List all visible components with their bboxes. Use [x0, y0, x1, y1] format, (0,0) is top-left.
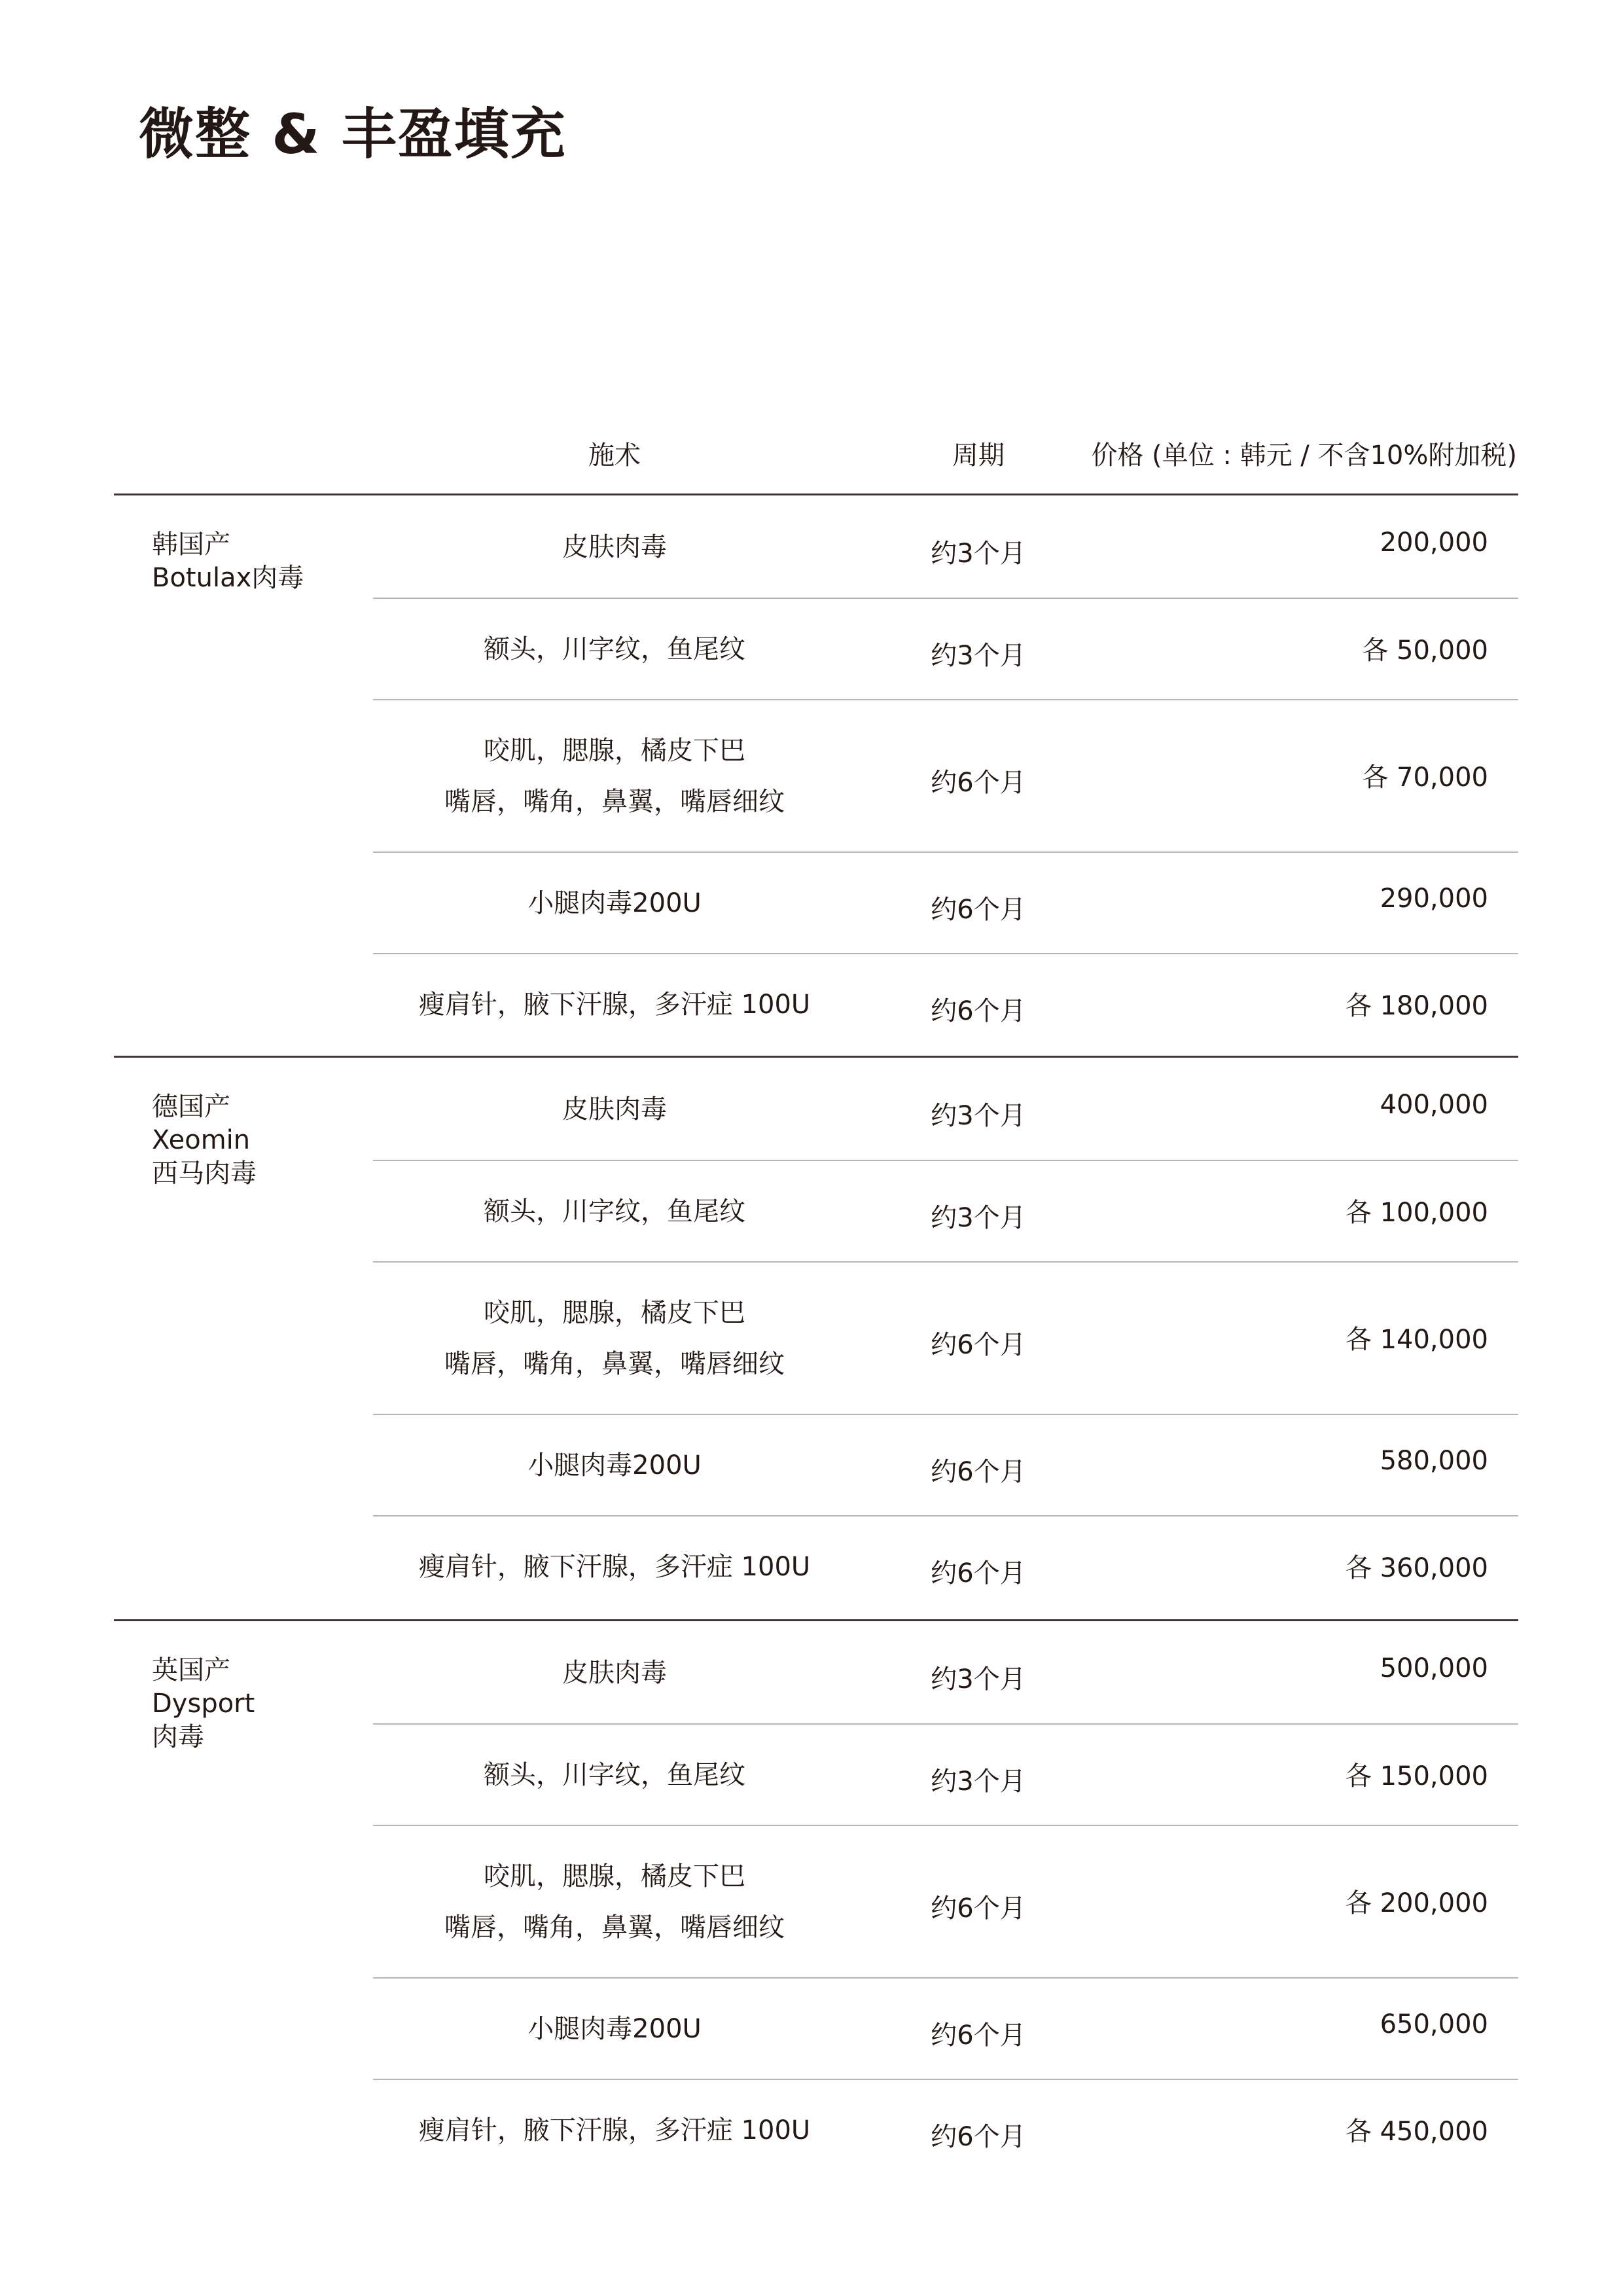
period-cell: 约6个月: [931, 2121, 1026, 2152]
row-divider: [373, 1723, 1518, 1725]
row-divider: [373, 953, 1518, 954]
price-cell: 200,000: [1380, 527, 1488, 558]
treatment-line: 咬肌，腮腺，橘皮下巴: [484, 1297, 745, 1328]
treatment-line: 瘦肩针，腋下汗腺，多汗症 100U: [418, 1551, 811, 1582]
period-cell: 约6个月: [931, 2020, 1026, 2051]
treatment-line: 瘦肩针，腋下汗腺，多汗症 100U: [418, 2115, 811, 2145]
period-cell: 约6个月: [931, 894, 1026, 925]
column-header-price: 价格 (单位 : 韩元 / 不含10%附加税): [1091, 440, 1517, 471]
group-divider: [114, 1619, 1518, 1621]
treatment-cell: [373, 2003, 856, 2054]
treatment-line: 瘦肩针，腋下汗腺，多汗症 100U: [418, 989, 811, 1020]
group-label: [152, 528, 304, 595]
treatment-cell: [373, 1186, 856, 1237]
price-cell: 各 70,000: [1362, 762, 1488, 793]
period-cell: 约3个月: [931, 1100, 1026, 1131]
row-divider: [373, 1977, 1518, 1979]
period-cell: 约6个月: [931, 1456, 1026, 1487]
price-cell: 各 140,000: [1345, 1324, 1488, 1355]
row-divider: [373, 2079, 1518, 2080]
treatment-cell: [373, 979, 856, 1030]
treatment-line: 额头，川字纹，鱼尾纹: [484, 1759, 745, 1790]
row-divider: [373, 1515, 1518, 1516]
treatment-line: 咬肌，腮腺，橘皮下巴: [484, 735, 745, 766]
price-cell: 各 360,000: [1345, 1552, 1488, 1583]
treatment-line: 咬肌，腮腺，橘皮下巴: [484, 1861, 745, 1892]
row-divider: [373, 1414, 1518, 1415]
treatment-line: 嘴唇，嘴角，鼻翼，嘴唇细纹: [444, 1348, 785, 1379]
period-cell: 约3个月: [931, 640, 1026, 671]
period-cell: 约3个月: [931, 538, 1026, 569]
group-label-line: Botulax肉毒: [152, 563, 304, 593]
period-cell: 约6个月: [931, 996, 1026, 1026]
treatment-line: 小腿肉毒200U: [527, 888, 702, 918]
price-cell: 各 180,000: [1345, 990, 1488, 1021]
period-cell: 约6个月: [931, 1558, 1026, 1588]
group-label: [152, 1090, 257, 1191]
treatment-cell: [373, 1440, 856, 1491]
treatment-cell: [373, 2105, 856, 2156]
period-cell: 约6个月: [931, 1329, 1026, 1360]
page-title: 微整 & 丰盈填充: [139, 102, 567, 166]
treatment-cell: [373, 1647, 856, 1698]
group-label-line: 德国产: [152, 1092, 230, 1122]
row-divider: [373, 699, 1518, 700]
treatment-cell: [373, 522, 856, 573]
group-label-line: Xeomin: [152, 1125, 251, 1155]
treatment-cell: [373, 1084, 856, 1135]
period-cell: 约3个月: [931, 1766, 1026, 1797]
price-cell: 290,000: [1380, 883, 1488, 914]
treatment-line: 小腿肉毒200U: [527, 1450, 702, 1480]
period-cell: 约3个月: [931, 1664, 1026, 1695]
price-cell: 各 450,000: [1345, 2116, 1488, 2147]
price-cell: 500,000: [1380, 1653, 1488, 1683]
row-divider: [373, 1825, 1518, 1826]
group-label-line: Dysport: [152, 1689, 255, 1719]
treatment-line: 嘴唇，嘴角，鼻翼，嘴唇细纹: [444, 786, 785, 817]
price-cell: 各 200,000: [1345, 1888, 1488, 1918]
treatment-cell: [373, 725, 856, 827]
header-divider: [114, 493, 1518, 495]
treatment-cell: [373, 624, 856, 675]
group-label-line: 肉毒: [152, 1722, 204, 1752]
row-divider: [373, 1160, 1518, 1161]
group-divider: [114, 1056, 1518, 1058]
row-divider: [373, 852, 1518, 853]
group-label-line: 西马肉毒: [152, 1158, 257, 1189]
period-cell: 约6个月: [931, 767, 1026, 798]
treatment-cell: [373, 1851, 856, 1953]
treatment-cell: [373, 1749, 856, 1801]
group-label-line: 韩国产: [152, 529, 230, 560]
treatment-cell: [373, 1541, 856, 1592]
treatment-line: 皮肤肉毒: [562, 1094, 667, 1124]
price-cell: 400,000: [1380, 1089, 1488, 1120]
treatment-line: 小腿肉毒200U: [527, 2013, 702, 2044]
price-cell: 580,000: [1380, 1445, 1488, 1476]
treatment-line: 嘴唇，嘴角，鼻翼，嘴唇细纹: [444, 1912, 785, 1943]
price-cell: 650,000: [1380, 2009, 1488, 2039]
treatment-line: 额头，川字纹，鱼尾纹: [484, 1196, 745, 1227]
row-divider: [373, 598, 1518, 599]
treatment-line: 皮肤肉毒: [562, 1657, 667, 1688]
treatment-cell: [373, 1287, 856, 1390]
treatment-line: 皮肤肉毒: [562, 531, 667, 562]
column-header-period: 周期: [952, 440, 1005, 471]
treatment-line: 额头，川字纹，鱼尾纹: [484, 634, 745, 664]
period-cell: 约6个月: [931, 1893, 1026, 1924]
treatment-cell: [373, 878, 856, 929]
price-cell: 各 50,000: [1362, 635, 1488, 666]
price-cell: 各 150,000: [1345, 1761, 1488, 1791]
price-cell: 各 100,000: [1345, 1197, 1488, 1228]
group-label: [152, 1654, 255, 1754]
row-divider: [373, 1261, 1518, 1263]
column-header-treatment: 施术: [588, 440, 641, 471]
period-cell: 约3个月: [931, 1202, 1026, 1233]
group-label-line: 英国产: [152, 1655, 230, 1685]
